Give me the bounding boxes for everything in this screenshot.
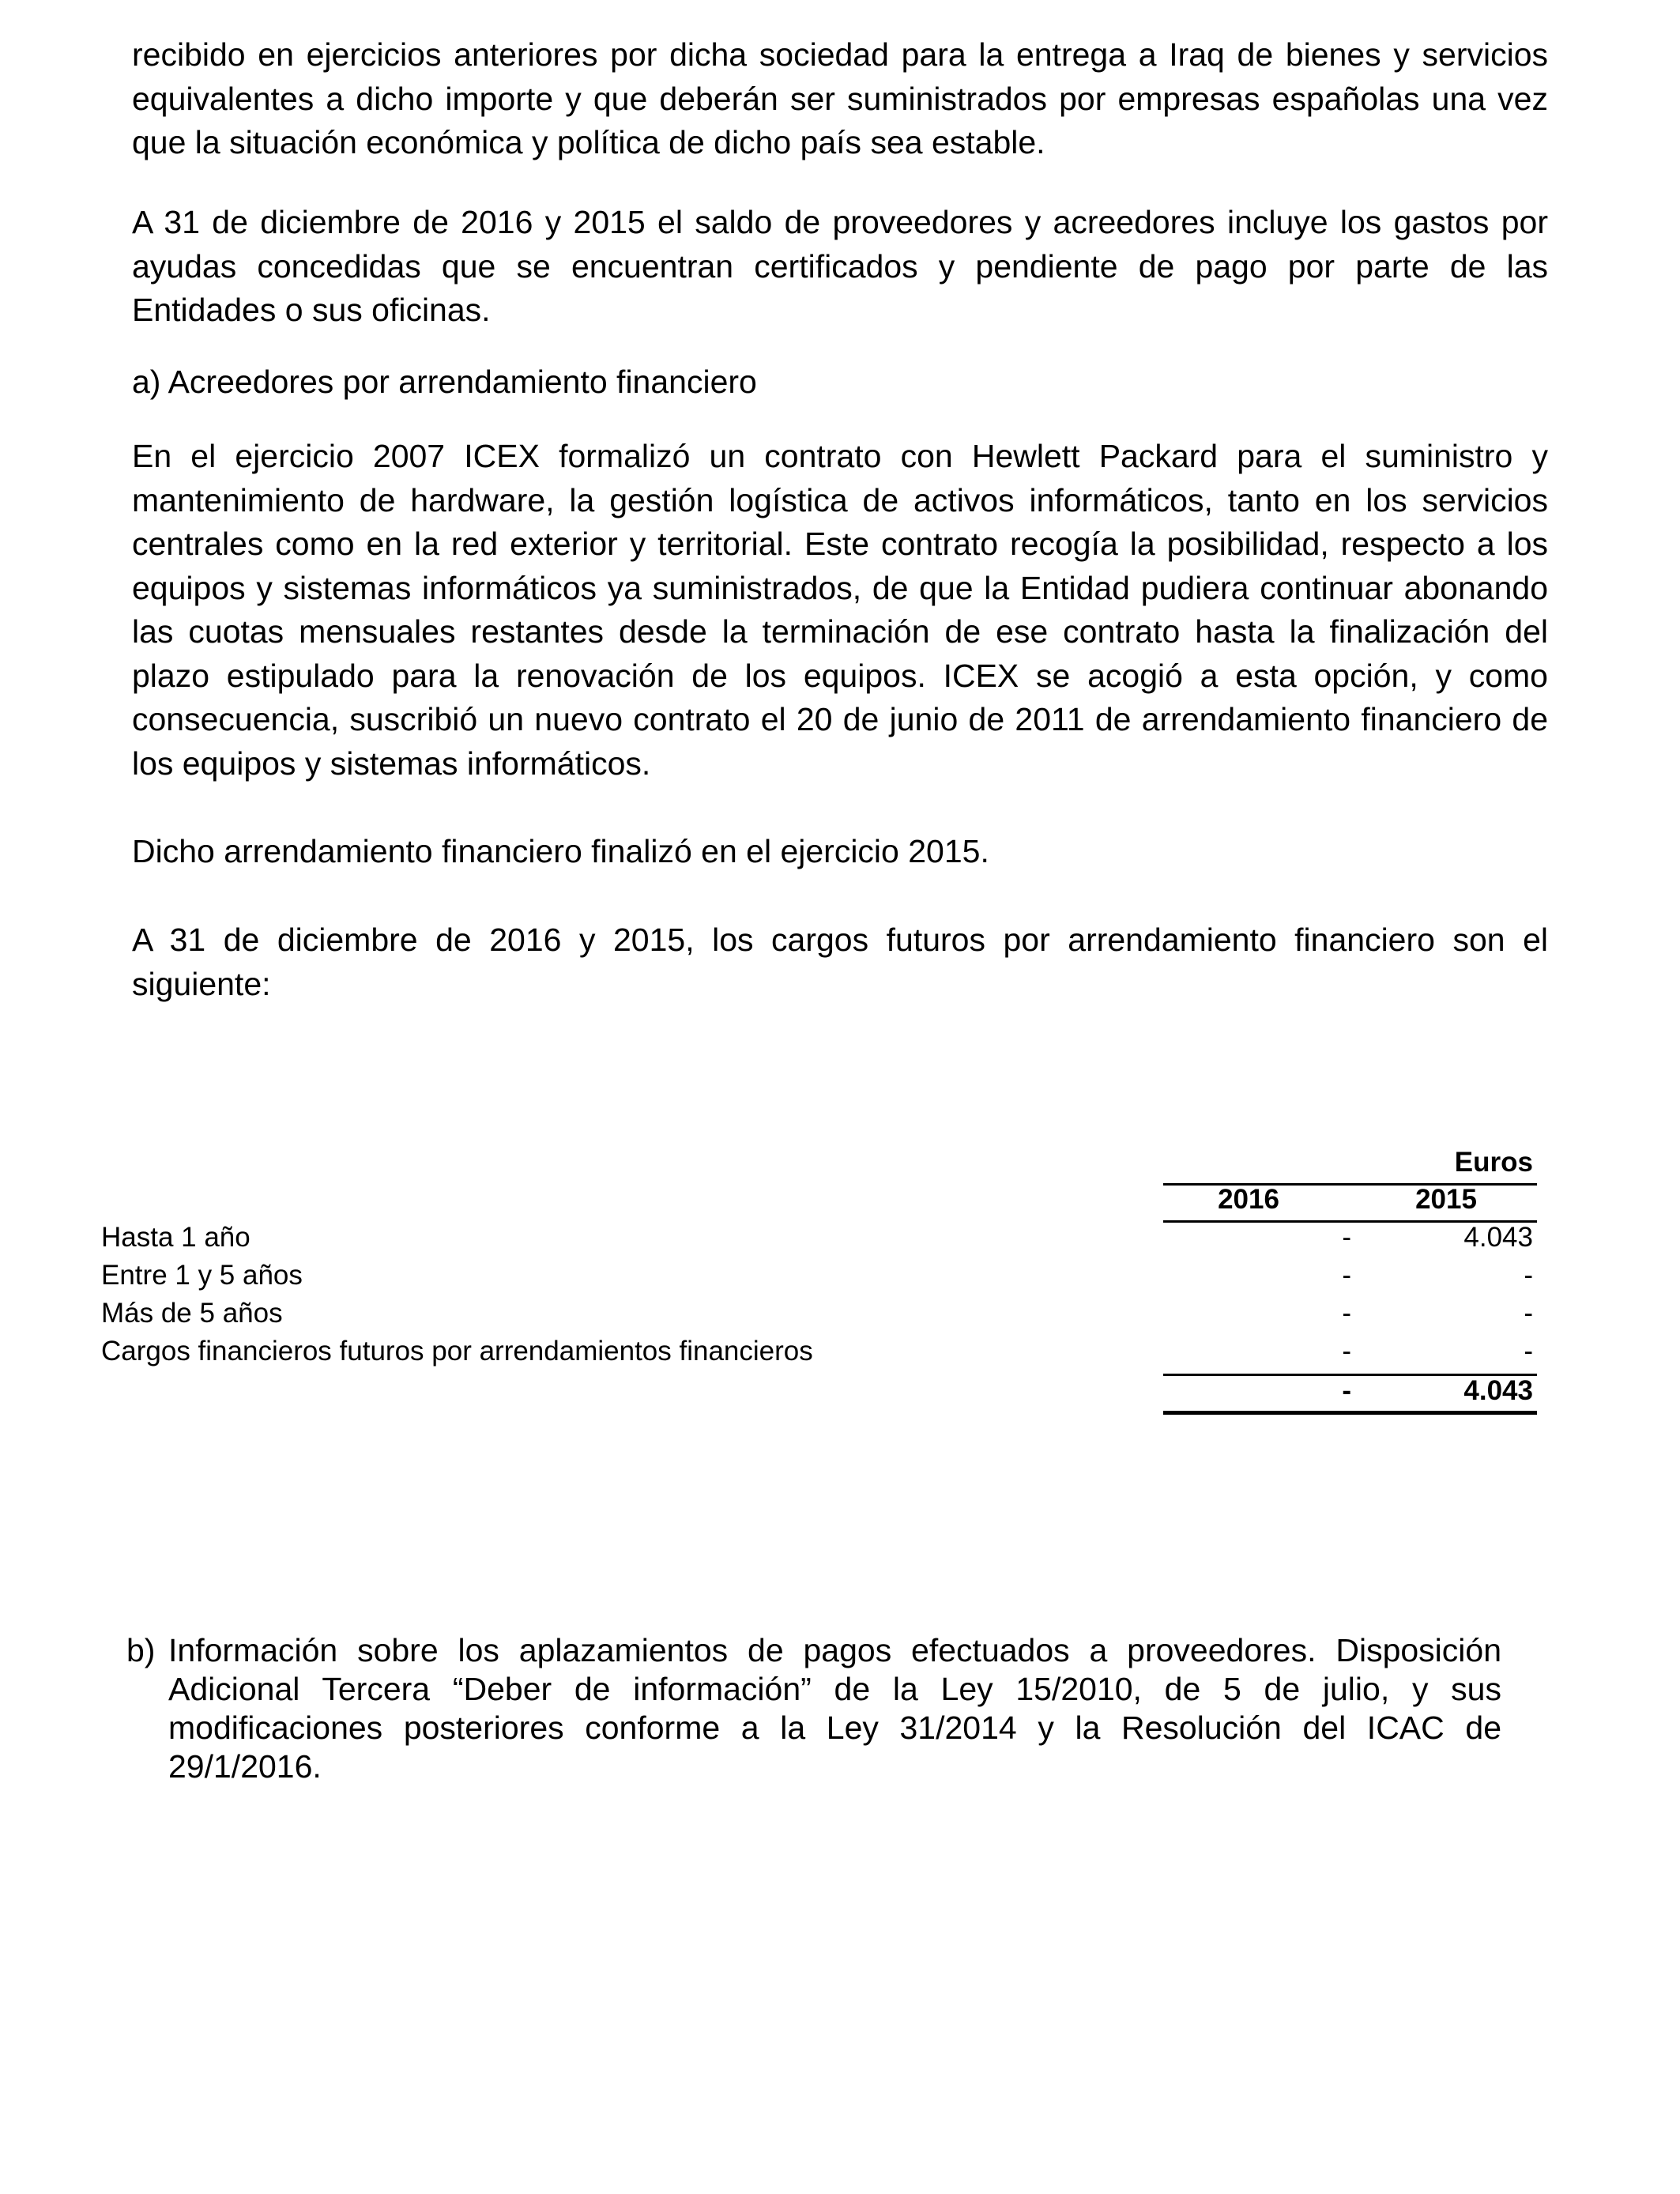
paragraph-lease-ended: Dicho arrendamiento financiero finalizó en el ejercicio 2015. (132, 833, 989, 869)
table-cell-2015: 4.043 (1463, 1222, 1533, 1253)
list-marker-b: b) (126, 1632, 156, 1668)
paragraph-hp-contract: En el ejercicio 2007 ICEX formalizó un contrato con Hewlett Packard para el suministro y mantenimiento de hardware, la gestión logística de activos informáticos, tanto en los servicios centrales como en la red exterior y territorial. Este contrato recogía la posibilidad, respecto a los equipos y sistemas informáticos ya suministrados, de que la Entidad pudiera continuar abonando las cuotas mensuales restantes desde la terminación de ese contrato hasta la finalización del plazo estipulado para la renovación de los equipos. ICEX se acogió a esta opción, y como consecuencia, suscribió un nuevo contrato el 20 de junio de 2011 de arrendamiento financiero de los equipos y sistemas informáticos. (132, 438, 1548, 782)
table-cell-2016: - (1342, 1298, 1351, 1329)
paragraph-future-charges-intro: A 31 de diciembre de 2016 y 2015, los cargos futuros por arrendamiento financiero son el siguiente: (132, 922, 1548, 1002)
section-b (126, 1631, 1501, 1786)
table-row-label: Cargos financieros futuros por arrendamientos financieros (101, 1336, 813, 1367)
table-cell-2015: - (1524, 1260, 1533, 1291)
table-cell-2016: - (1342, 1336, 1351, 1367)
table-cell-2016: - (1342, 1260, 1351, 1291)
paragraph-iraq-goods: recibido en ejercicios anteriores por dicha sociedad para la entrega a Iraq de bienes y servicios equivalentes a dicho importe y que deberán ser suministrados por empresas españolas una vez que la situación económica y política de dicho país sea estable. (132, 36, 1548, 160)
unit-header: Euros (1454, 1147, 1533, 1178)
double-total-rule (1163, 1411, 1537, 1415)
table-cell-2015: - (1524, 1298, 1533, 1329)
table-cell-2016: - (1342, 1222, 1351, 1253)
section-heading-a: a) Acreedores por arrendamiento financiero (132, 364, 757, 400)
total-2016: - (1342, 1375, 1351, 1406)
section-b-text: Información sobre los aplazamientos de pagos efectuados a proveedores. Disposición Adicional Tercera “Deber de información” de la Ley 15/2010, de 5 de julio, y sus modificaciones posteriores conforme a la Ley 31/2014 y la Resolución del ICAC de 29/1/2016. (168, 1632, 1501, 1785)
table-cell-2015: - (1524, 1336, 1533, 1367)
total-2015: 4.043 (1463, 1375, 1533, 1406)
table-row-label: Entre 1 y 5 años (101, 1260, 303, 1291)
table-row-label: Más de 5 años (101, 1298, 283, 1329)
col-header-2015: 2015 (1415, 1184, 1477, 1215)
table-row-label: Hasta 1 año (101, 1222, 250, 1253)
col-header-2016: 2016 (1218, 1184, 1279, 1215)
paragraph-supplier-balance: A 31 de diciembre de 2016 y 2015 el saldo de proveedores y acreedores incluye los gastos por ayudas concedidas que se encuentran certificados y pendiente de pago por parte de las Entidades o sus oficinas. (132, 204, 1548, 328)
